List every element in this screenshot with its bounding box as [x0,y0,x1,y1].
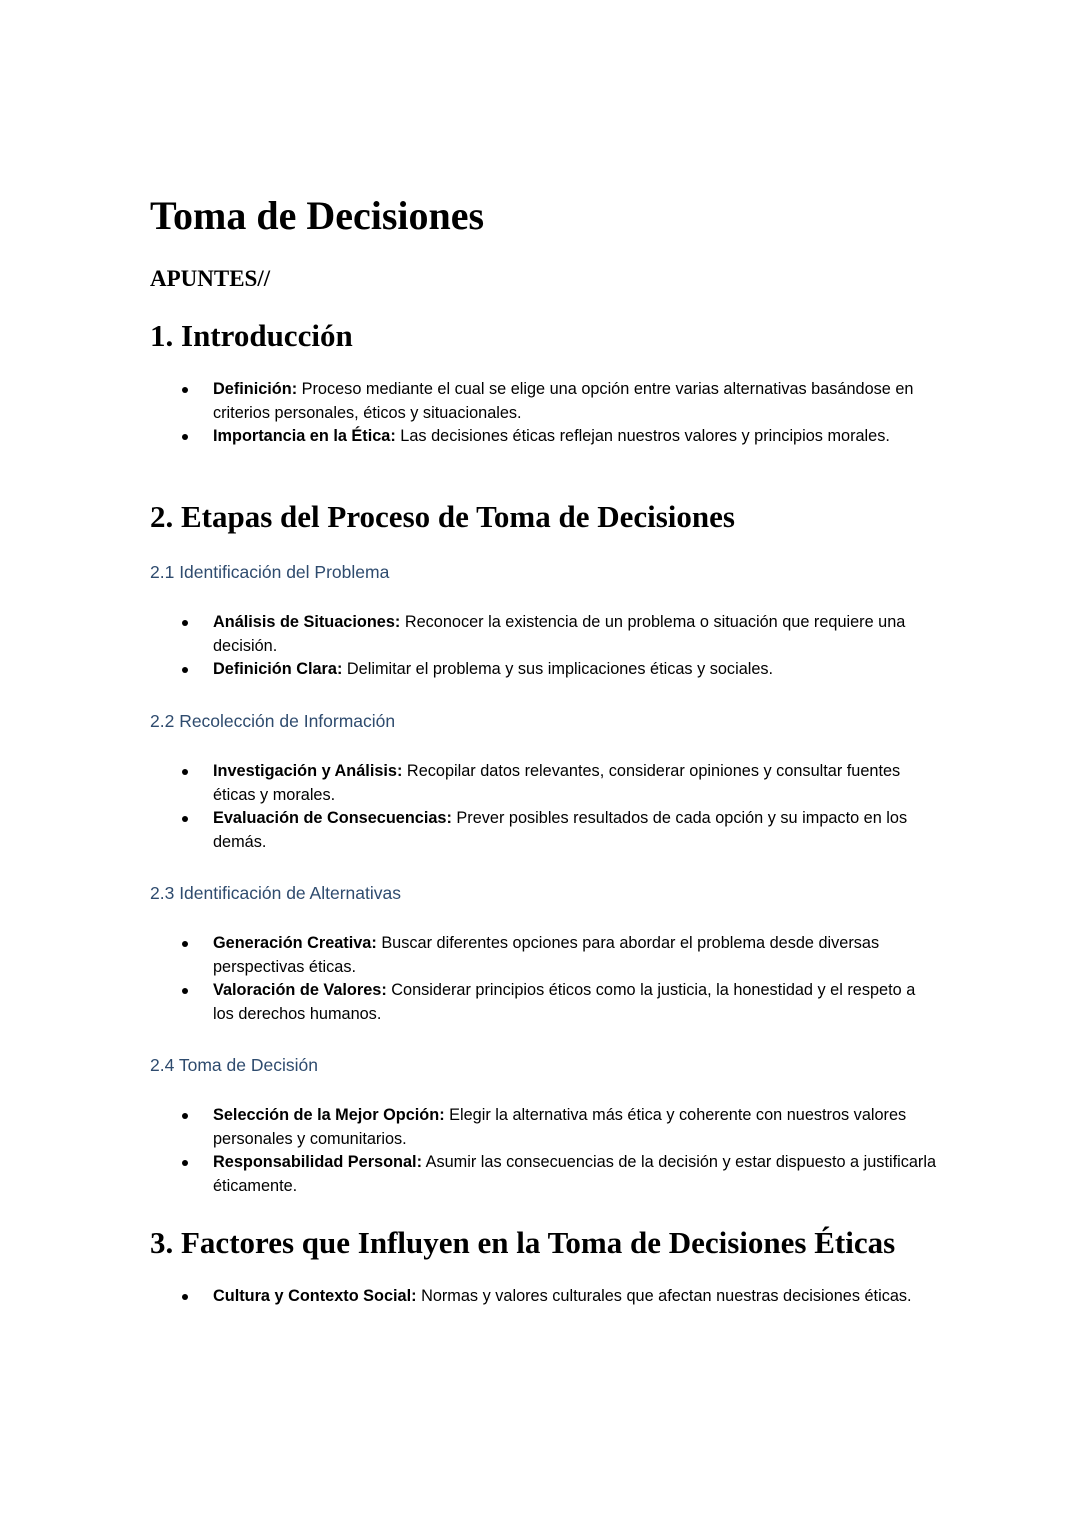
list-item-text: Reconocer la existencia de un problema o situación que requiere una decisión. [213,613,906,655]
list-item [150,611,940,658]
list-item-text: Delimitar el problema y sus implicaciones éticas y sociales. [342,660,774,679]
list-item-text: Proceso mediante el cual se elige una opción entre varias alternativas basándose en criterios personales, éticos y situacionales. [213,380,914,422]
list-item-text: Prever posibles resultados de cada opción y su impacto en los demás. [213,809,908,852]
bullet-icon [182,387,188,393]
list-item [150,979,940,1026]
list-item [150,807,940,854]
list-item-term: Definición: [213,380,298,398]
list-item [150,1151,940,1198]
list-item-text: Buscar diferentes opciones para abordar el problema desde diversas perspectivas éticas. [213,934,880,976]
list-item [150,658,940,682]
bullet-list-2-1 [150,611,940,682]
bullet-icon [182,988,188,994]
list-item-term: Responsabilidad Personal: [213,1153,422,1172]
document-subtitle: APUNTES// [150,266,271,291]
list-item-term: Valoración de Valores: [213,981,387,1000]
bullet-list-2-4 [150,1104,940,1199]
bullet-icon [182,941,188,947]
list-item [150,378,940,425]
bullet-list-factores [150,1285,940,1309]
bullet-icon [182,1113,188,1119]
bullet-list-2-3 [150,932,940,1027]
bullet-icon [182,620,188,626]
bullet-icon [182,769,188,775]
bullet-list-introduccion [150,378,940,449]
list-item-text: Recopilar datos relevantes, considerar opiniones y consultar fuentes éticas y morales. [213,762,901,804]
list-item-text: Las decisiones éticas reflejan nuestros valores y principios morales. [395,427,890,446]
subsection-heading-2-1: 2.1 Identificación del Problema [150,562,390,582]
list-item [150,1104,940,1151]
subsection-heading-2-3: 2.3 Identificación de Alternativas [150,883,401,903]
list-item-term: Generación Creativa: [213,934,377,952]
list-item [150,425,940,449]
document-title: Toma de Decisiones [150,193,485,238]
bullet-icon [182,1160,188,1166]
subsection-heading-2-4: 2.4 Toma de Decisión [150,1055,318,1075]
bullet-icon [182,434,188,440]
list-item [150,932,940,979]
section-heading-etapas: 2. Etapas del Proceso de Toma de Decisiones [150,499,735,534]
list-item-term: Análisis de Situaciones: [213,613,401,631]
list-item-term: Cultura y Contexto Social: [213,1287,417,1305]
list-item-text: Asumir las consecuencias de la decisión y estar dispuesto a justificarla éticamente. [213,1153,937,1196]
section-heading-factores: 3. Factores que Influyen en la Toma de Decisiones Éticas [150,1225,896,1260]
list-item-term: Selección de la Mejor Opción: [213,1106,445,1124]
list-item-term: Evaluación de Consecuencias: [213,809,452,828]
list-item-term: Definición Clara: [213,660,343,679]
bullet-icon [182,816,188,822]
list-item [150,1285,940,1309]
section-heading-introduccion: 1. Introducción [150,318,353,353]
list-item-text: Considerar principios éticos como la justicia, la honestidad y el respeto a los derechos humanos. [213,981,916,1024]
subsection-heading-2-2: 2.2 Recolección de Información [150,711,396,731]
list-item-text: Normas y valores culturales que afectan nuestras decisiones éticas. [416,1287,912,1305]
list-item [150,760,940,807]
bullet-list-2-2 [150,760,940,855]
list-item-text: Elegir la alternativa más ética y coherente con nuestros valores personales y comunitarios. [213,1106,907,1148]
bullet-icon [182,1294,188,1300]
list-item-term: Importancia en la Ética: [213,427,396,446]
bullet-icon [182,667,188,673]
list-item-term: Investigación y Análisis: [213,762,403,780]
